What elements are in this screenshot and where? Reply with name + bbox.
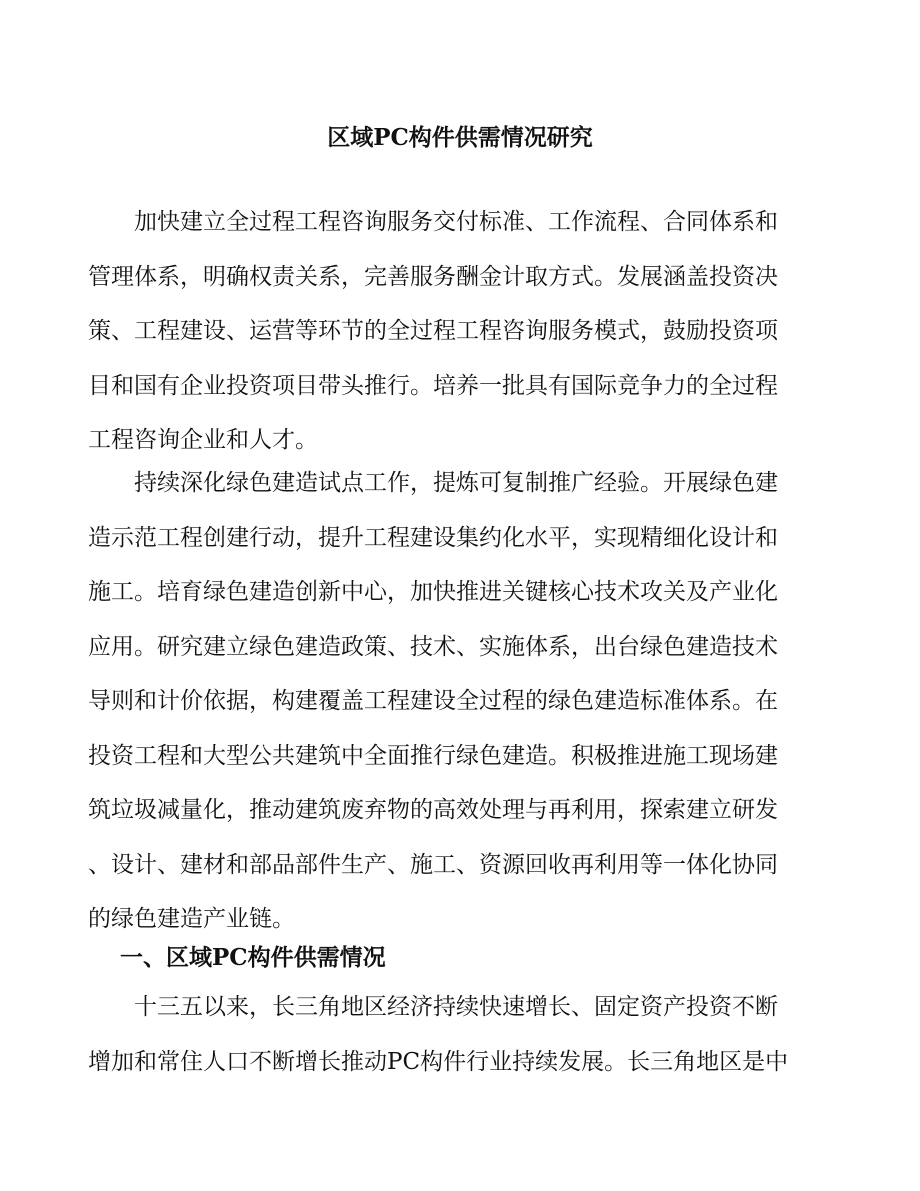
- paragraph-line: 十三五以来，长三角地区经济持续快速增长、固定资产投资不断: [88, 994, 778, 1020]
- paragraph-line: 造示范工程创建行动，提升工程建设集约化水平，实现精细化设计和: [88, 524, 778, 551]
- paragraph-line: 加快建立全过程工程咨询服务交付标准、工作流程、合同体系和: [88, 209, 778, 235]
- paragraph-supply-demand: [88, 980, 828, 1089]
- paragraph-line: 目和国有企业投资项目带头推行。培养一批具有国际竞争力的全过程: [88, 372, 778, 399]
- paragraph-line: 持续深化绿色建造试点工作，提炼可复制推广经验。开展绿色建: [88, 470, 778, 496]
- document-title: 区域PC构件供需情况研究: [327, 124, 593, 151]
- paragraph-line: 增加和常住人口不断增长推动PC构件行业持续发展。长三角地区是中: [88, 1048, 789, 1075]
- paragraph-line: 施工。培育绿色建造创新中心，加快推进关键核心技术攻关及产业化: [88, 579, 778, 605]
- paragraph-line: 策、工程建设、运营等环节的全过程工程咨询服务模式，鼓励投资项: [88, 318, 778, 344]
- paragraph-line: 投资工程和大型公共建筑中全面推行绿色建造。积极推进施工现场建: [88, 742, 778, 769]
- paragraph-green-construction: [88, 456, 828, 947]
- paragraph-consulting: [88, 195, 828, 468]
- paragraph-line: 的绿色建造产业链。: [88, 906, 295, 932]
- section-heading: 一、区域PC构件供需情况: [120, 944, 386, 971]
- paragraph-line: 、设计、建材和部品部件生产、施工、资源回收再利用等一体化协同: [88, 851, 778, 878]
- paragraph-line: 工程咨询企业和人才。: [88, 427, 318, 453]
- paragraph-line: 应用。研究建立绿色建造政策、技术、实施体系，出台绿色建造技术: [88, 633, 778, 660]
- paragraph-line: 导则和计价依据，构建覆盖工程建设全过程的绿色建造标准体系。在: [88, 688, 778, 714]
- paragraph-line: 管理体系，明确权责关系，完善服务酬金计取方式。发展涵盖投资决: [88, 263, 778, 290]
- paragraph-line: 筑垃圾减量化，推动建筑废弃物的高效处理与再利用，探索建立研发: [88, 797, 778, 823]
